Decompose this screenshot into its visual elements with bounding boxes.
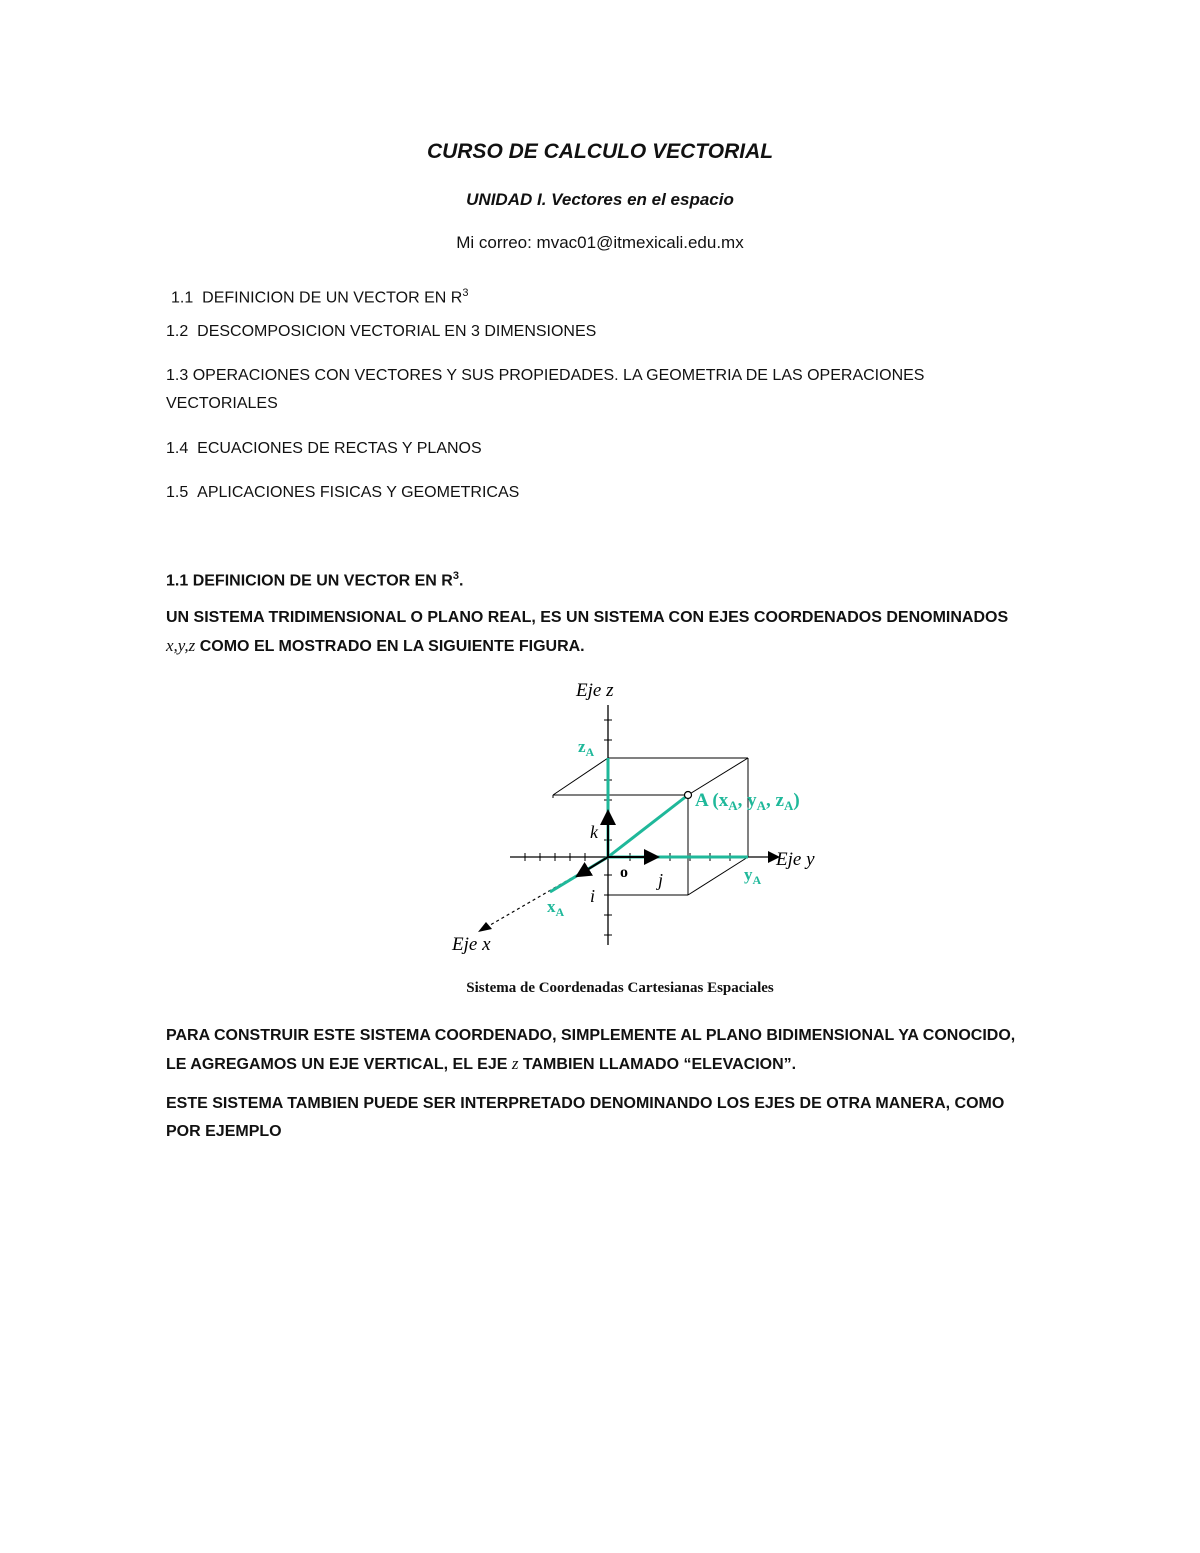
paragraph-text: PARA CONSTRUIR ESTE SISTEMA COORDENADO, SIMPLEMENTE AL PLANO BIDIMENSIONAL YA CONOCIDO, — [166, 1027, 1016, 1044]
paragraph-text: TAMBIEN LLAMADO “ELEVACION”. — [518, 1056, 797, 1073]
axis-y-label: Eje y — [776, 849, 815, 870]
coordinate-system-figure — [430, 670, 850, 960]
unit-i-label: i — [590, 886, 596, 906]
paragraph-text: LE AGREGAMOS UN EJE VERTICAL, EL EJE — [166, 1056, 512, 1073]
toc-item-2 — [166, 318, 1046, 346]
toc-num: 1.4 — [166, 440, 189, 457]
section-heading-end: . — [458, 572, 464, 590]
svg-text:A (xA, yA, zA): A ($x_A$, $y_A$, $z_A$) — [695, 790, 800, 813]
toc-sup: 3 — [462, 287, 469, 299]
paragraph-construction — [166, 1022, 1046, 1079]
toc-text: ECUACIONES DE RECTAS Y PLANOS — [197, 440, 482, 457]
svg-text:yA: $y_A$ — [744, 865, 762, 887]
toc-num: 1.3 — [166, 367, 189, 384]
svg-text:zA: $z_A$ — [578, 737, 595, 759]
paragraph-text: ESTE SISTEMA TAMBIEN PUEDE SER INTERPRETADO DENOMINANDO LOS EJES DE OTRA MANERA, COMO — [166, 1095, 1005, 1112]
paragraph-interpretation — [166, 1090, 1046, 1146]
svg-text:xA: $x_A$ — [547, 897, 565, 919]
component-labels — [547, 737, 800, 919]
toc-num: 1.2 — [166, 323, 189, 340]
paragraph-text: UN SISTEMA TRIDIMENSIONAL O PLANO REAL, ES UN SISTEMA CON EJES COORDENADOS DENOMINADOS — [166, 609, 1009, 626]
toc-item-1 — [171, 279, 1051, 312]
point-a-marker — [685, 792, 692, 799]
projection-box — [553, 758, 748, 895]
section-heading — [166, 562, 1046, 595]
vector-components — [550, 758, 748, 892]
math-variable: z — [511, 1054, 519, 1073]
section-heading-sup: 3 — [452, 570, 459, 582]
toc-item-4 — [166, 435, 1046, 463]
x-axis-arrow — [478, 922, 492, 932]
section-heading-text: 1.1 DEFINICION DE UN VECTOR EN R — [166, 572, 453, 590]
paragraph-intro — [166, 604, 1046, 661]
paragraph-text: COMO EL MOSTRADO EN LA SIGUIENTE FIGURA. — [195, 638, 585, 655]
toc-num: 1.1 — [171, 289, 194, 307]
paragraph-text: POR EJEMPLO — [166, 1123, 282, 1140]
axis-x-label: Eje x — [452, 934, 491, 955]
toc-text: APLICACIONES FISICAS Y GEOMETRICAS — [197, 484, 520, 501]
toc-text-continued: VECTORIALES — [166, 395, 278, 412]
toc-text: DESCOMPOSICION VECTORIAL EN 3 DIMENSIONES — [197, 323, 597, 340]
origin-label: o — [620, 864, 628, 881]
figure-caption: Sistema de Coordenadas Cartesianas Espaciales — [466, 980, 774, 996]
toc-num: 1.5 — [166, 484, 189, 501]
math-variables: x,y,z — [166, 636, 196, 655]
document-title: CURSO DE CALCULO VECTORIAL — [426, 140, 774, 163]
axis-z-label: Eje z — [576, 680, 614, 701]
unit-k-label: k — [590, 822, 598, 842]
toc-text: OPERACIONES CON VECTORES Y SUS PROPIEDADES. LA GEOMETRIA DE LAS OPERACIONES — [192, 367, 925, 384]
toc-text: DEFINICION DE UN VECTOR EN R — [202, 289, 463, 307]
contact-email: Mi correo: mvac01@itmexicali.edu.mx — [456, 233, 744, 252]
toc-item-3 — [166, 362, 1046, 418]
unit-j-label: j — [658, 870, 664, 890]
unit-vector-i — [582, 857, 608, 873]
unit-subtitle: UNIDAD I. Vectores en el espacio — [466, 190, 734, 209]
toc-item-5 — [166, 479, 1046, 507]
